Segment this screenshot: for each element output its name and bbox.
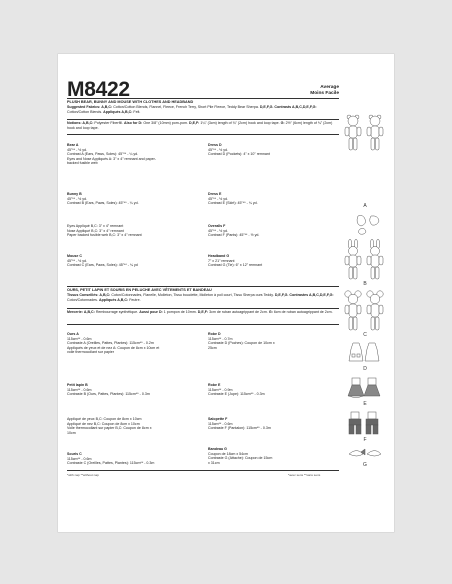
divider: [67, 98, 339, 99]
dress-e-illustration: [345, 376, 385, 400]
french-intro: [67, 288, 339, 303]
bunny-illustration: [341, 239, 389, 281]
divider: [67, 324, 339, 325]
level-french: Moins Facile: [310, 91, 339, 96]
level-english: Average: [320, 85, 339, 90]
view-label-c: C: [363, 332, 367, 338]
dress-d-illustration: [345, 341, 385, 365]
view-label-f: F: [363, 437, 367, 443]
pattern-envelope-back: [58, 54, 394, 532]
divider: [67, 119, 339, 120]
english-notions: Notions: A,B,C: Polyester Fiberfill. Also for D: One 3/8" (10mm) pom-pom. D,E,F: 1¼" (3cm) length of ¾" (2cm) hook and loop tape. G: 2½" (6cm) length of ¾" (2cm) hook and loop tape.: [67, 121, 333, 130]
headband-g-illustration: [347, 446, 383, 460]
metrage-ours-a: Ours A 115cm** - 0.6m Contraste A (Oreilles, Pattes, Plantes): 115cm** - 0.2m Appliqués de yeux et de nez A: Coupon de 8cm x 10cm et voile thermocollant sur papier: [67, 332, 160, 355]
yardage-bunny-b: Bunny B 45"** - ½ yd. Contrast B (Ears, Paws, Soles): 45"** - ¼ yd.: [67, 192, 139, 206]
french-title: OURS, PETIT LAPIN ET SOURIS EN PELUCHE AVEC VÊTEMENTS ET BANDEAU: [67, 288, 212, 292]
english-fabrics: Suggested Fabrics: A,B,C: Cotton/Cotton Blends, Flannel, Fleece, French Terry, Short Pile Fleece, Teddy Bear Sherpa. D,E,F,G. Contrasts A,B,C,D,E,F,G: Cotton/Cotton Blends. Appliqués A,B,C: Felt.: [67, 105, 317, 114]
overalls-f-illustration: [345, 410, 385, 436]
metrage-salopette-f: Salopette F 115cm** - 0.6m Contraste F (Pantalon): 115cm** - 0.3m: [208, 417, 271, 431]
view-label-a: A: [363, 203, 367, 209]
yardage-overalls-f: Overalls F 45"** - ½ yd. Contrast F (Pants): 45"** - ½ yd.: [208, 224, 260, 238]
yardage-bear-a: Bear A 45"** - ½ yd. Contrast A (Ears, Paws, Soles): 45"** - ¼ yd. Eyes and Nose Appliqués A: 3" x 4" remnant and paper- backed fusible web: [67, 143, 157, 166]
metrage-robe-d: Robe D 115cm** - 0.7m Contraste D (Poches): Coupon de 10cm x 25cm: [208, 332, 275, 350]
metrage-petit-lapin-b: Petit lapin B 115cm** - 0.6m Contraste B (Ours, Pattes, Plantes): 115cm** - 0.3m: [67, 383, 150, 397]
pattern-number: M8422: [67, 78, 130, 101]
yardage-appliques-bc: Eyes Appliqué B,C: 3" x 4" remnant Nose Appliqué B,C: 3" x 4" remnant Paper backed fusible web B,C: 3" x 4" remnant: [67, 224, 142, 238]
yardage-dress-d: Dress D 45"** - ½ yd. Contrast D (Pockets): 4" x 10" remnant: [208, 143, 270, 157]
divider: [67, 308, 339, 309]
footnote-french: *avec sens **sans sens: [288, 473, 321, 477]
metrage-souris-c: Souris C 115cm** - 0.6m Contraste C (Oreilles, Pattes, Plantes): 115cm** - 0.3m: [67, 452, 155, 466]
view-label-b: B: [363, 281, 367, 287]
divider: [67, 134, 339, 135]
head-pieces-illustration: [353, 214, 383, 236]
french-notions: Mercerie: A,B,C: Rembourrage synthétique. Aussi pour D: 1 pompon de 10mm. D,E,F: 3cm de ruban autoagrippant de 2cm. G: 6cm de ruban autoagrippant de 2cm.: [67, 310, 333, 314]
view-illustrations: [339, 114, 391, 474]
view-label-e: E: [363, 401, 367, 407]
metrage-bandeau-g: Bandeau G Coupon de 18cm x 54cm Contraste G (Attache): Coupon de 15cm x 31cm: [208, 447, 273, 465]
header: [67, 71, 339, 101]
yardage-mouse-c: Mouse C 45"** - ½ yd. Contrast C (Ears, Paws, Soles): 45"** - ¼ yd: [67, 254, 138, 268]
mouse-illustration: [341, 290, 389, 332]
difficulty-level: [310, 85, 339, 97]
metrage-appliques-bc: Appliqué de yeux B,C: Coupon de 8cm x 10cm Appliqué de nez B,C: Coupon de 8cm x 10cm Voile thermocollant sur papier B,C: Coupon de 8cm x 10cm: [67, 417, 152, 435]
yardage-headband-g: Headband G 7" x 21" remnant Contrast G (Tie): 6" x 12" remnant: [208, 254, 263, 268]
metrage-robe-e: Robe E 115cm** - 0.9m Contraste E (Jupe): 115cm** - 0.3m: [208, 383, 265, 397]
english-title: PLUSH BEAR, BUNNY AND MOUSE WITH CLOTHES AND HEADBAND: [67, 100, 194, 104]
view-label-d: D: [363, 366, 367, 372]
divider: [67, 470, 339, 471]
footnote-english: *with nap **without nap: [67, 473, 99, 477]
yardage-dress-e: Dress E 45"** - ½ yd. Contrast E (Skirt): 45"** - ¼ yd.: [208, 192, 258, 206]
english-intro: [67, 100, 339, 115]
french-fabrics: Tissus Conseillés: A,B,C: Coton/Cotonnades, Flanelle, Molleton, Tissu bouclette, Molleton à poil court, Tissu Sherpa ours Teddy. D,E,F,G. Contrastes A,B,C,D,E,F,G: Coton/Cotonnades. Appliqués A,B,C: Feutre.: [67, 293, 334, 302]
bear-illustration: [341, 114, 389, 152]
divider: [67, 286, 339, 287]
view-label-g: G: [363, 462, 367, 468]
